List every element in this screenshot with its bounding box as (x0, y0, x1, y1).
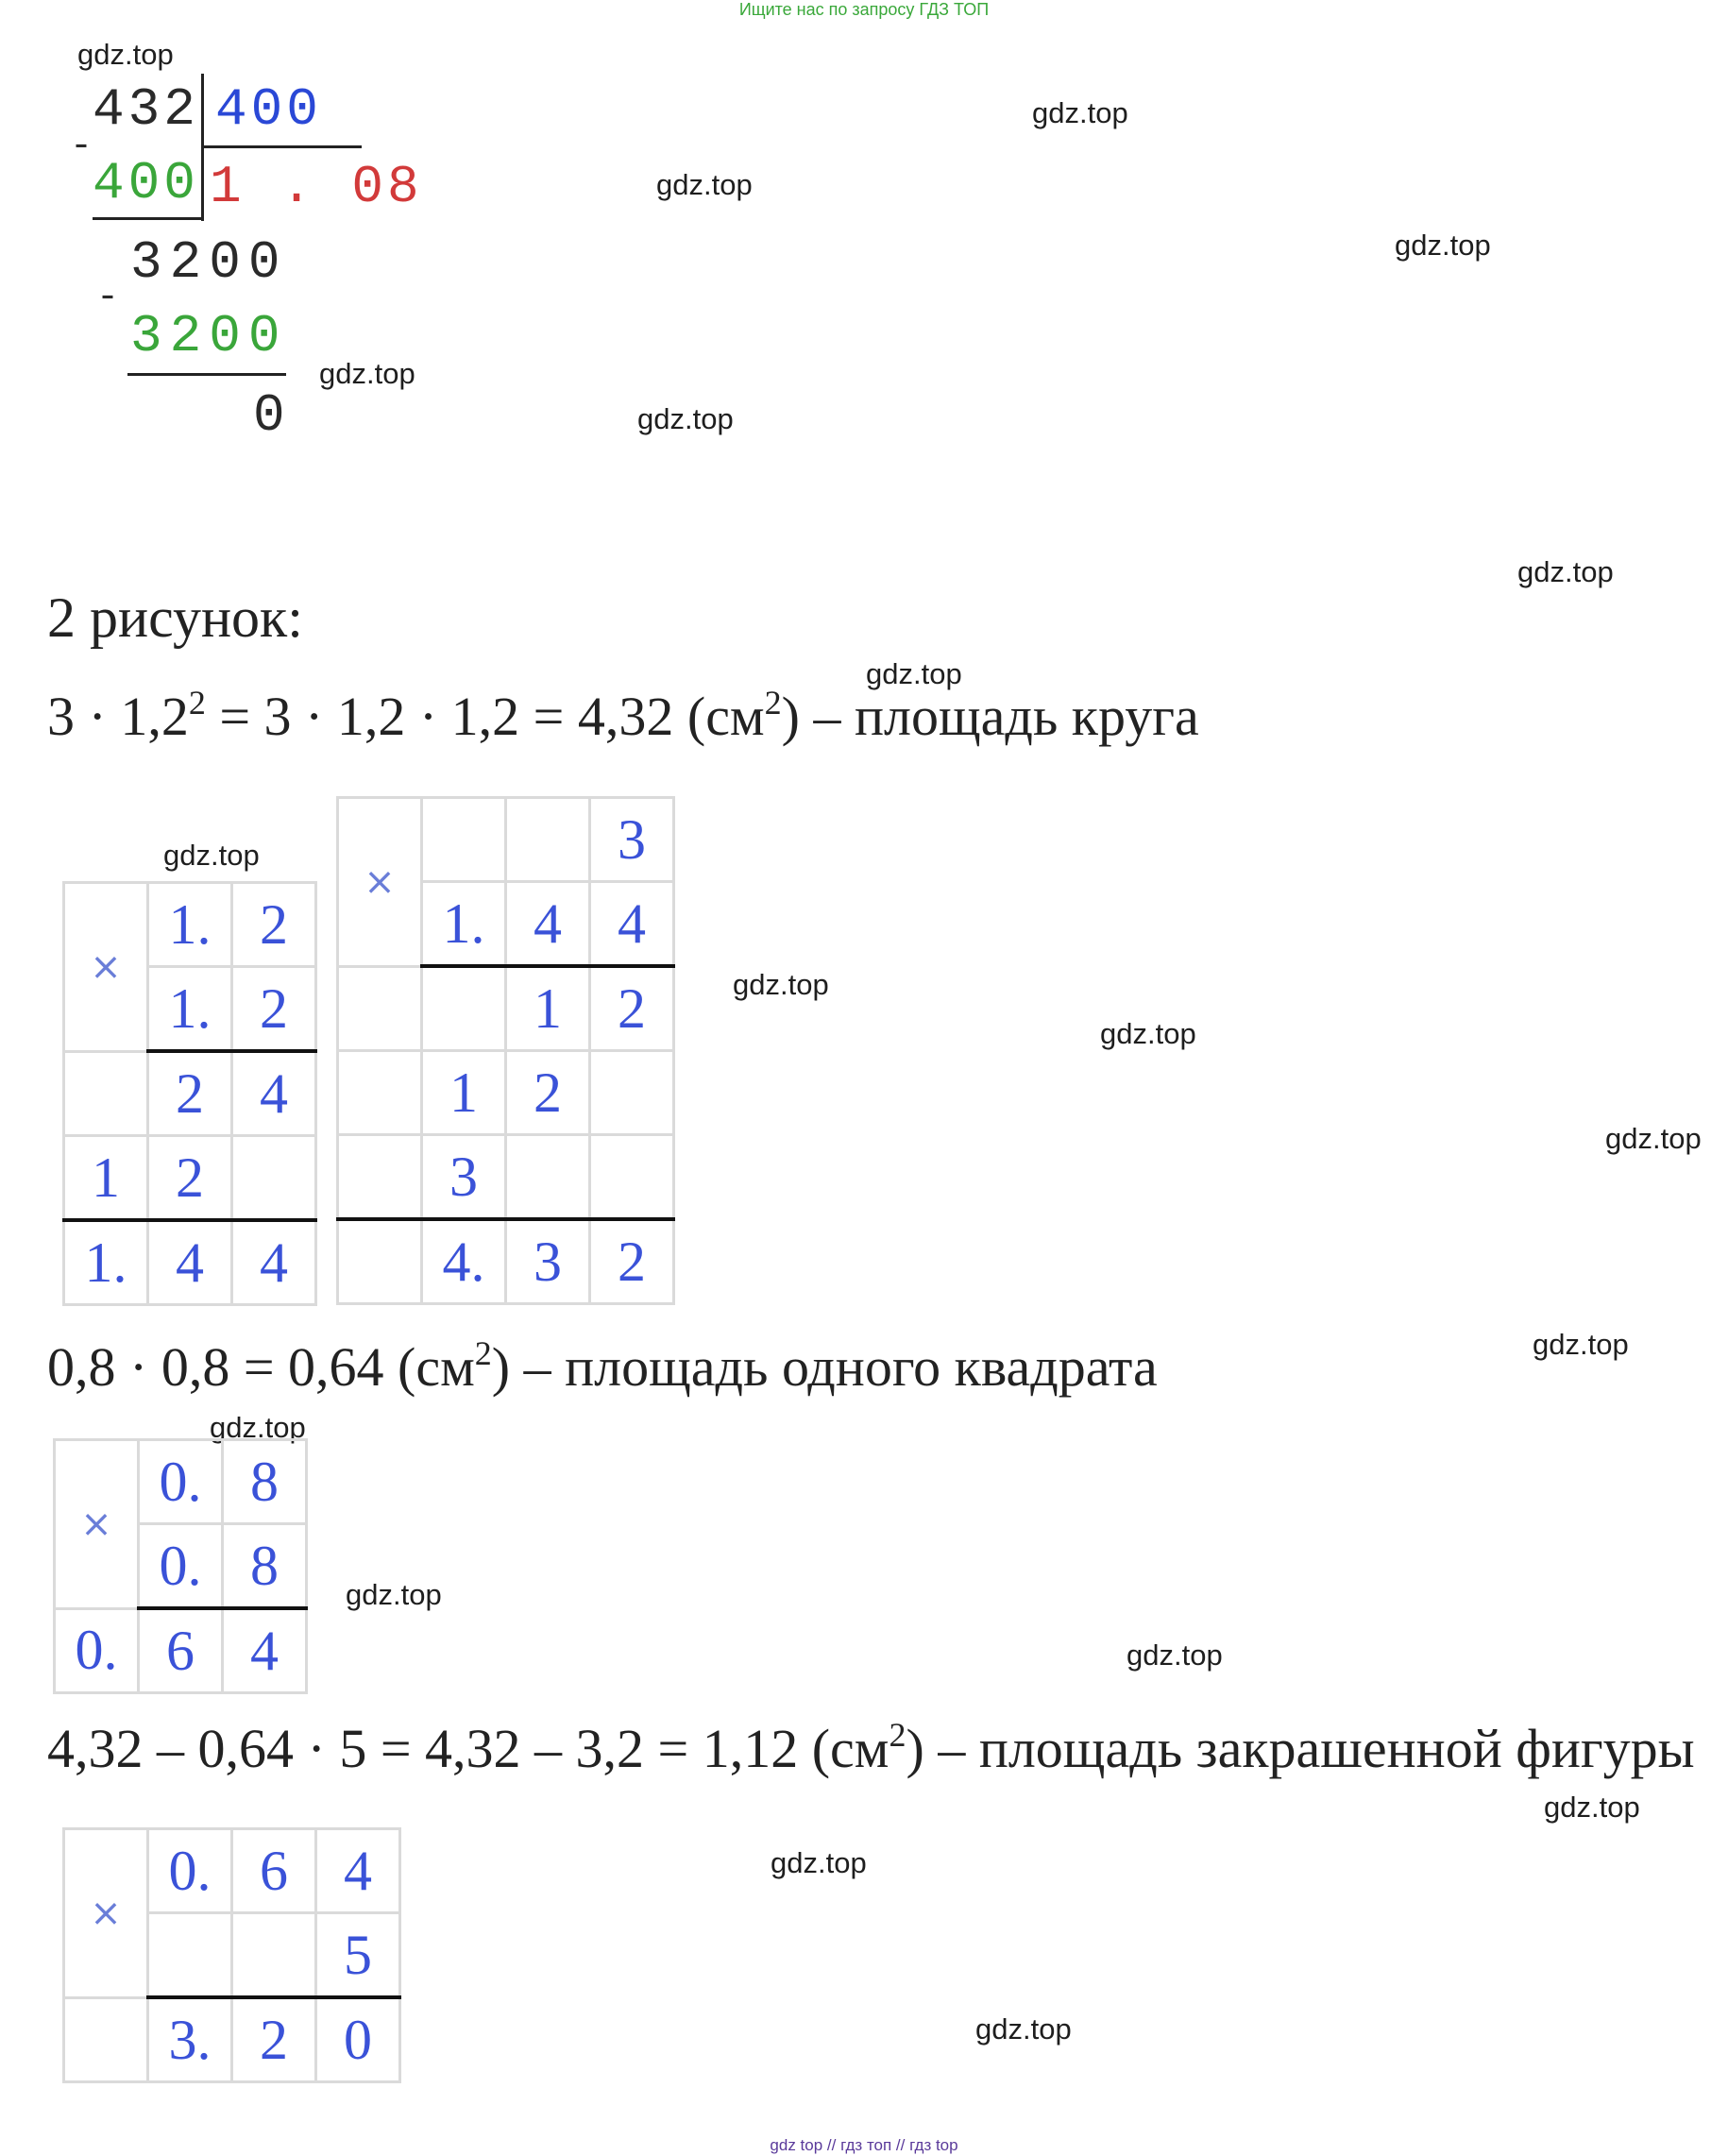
watermark: gdz.top (1517, 555, 1614, 588)
watermark: gdz.top (1533, 1328, 1629, 1361)
table-cell (422, 966, 506, 1051)
division-result: 0 (253, 385, 289, 446)
table-row (338, 966, 674, 1051)
table-cell: 1. (422, 882, 506, 967)
table-row (64, 883, 316, 967)
table-cell: 0. (139, 1524, 223, 1609)
table-cell: 0. (55, 1608, 139, 1693)
equation-shaded-area: 4,32 – 0,64 · 5 = 4,32 – 3,2 = 1,12 $(см^2)$ – площадь закрашенной фигуры (47, 1716, 1695, 1779)
minus-sign: - (96, 277, 124, 319)
table-cell (232, 1136, 316, 1221)
watermark: gdz.top (656, 168, 753, 201)
table-row (64, 1997, 400, 2082)
table-cell: 6 (232, 1829, 316, 1913)
table-cell (338, 1051, 422, 1135)
table-cell: 3 (422, 1135, 506, 1220)
table-cell: 4 (148, 1220, 232, 1305)
table-row (55, 1440, 307, 1524)
table-cell: 2 (148, 1051, 232, 1136)
table-cell: 2 (232, 1997, 316, 2082)
multiply-sign: × (64, 883, 148, 1052)
table-cell (590, 1135, 674, 1220)
footer-note: gdz top // гдз топ // гдз top (770, 2136, 958, 2154)
table-cell: 1 (422, 1051, 506, 1135)
table-cell: 4 (590, 882, 674, 967)
multiplication-table-4 (62, 1827, 401, 2083)
watermark: gdz.top (1605, 1122, 1702, 1155)
table-cell: 4 (232, 1051, 316, 1136)
table-cell: 1. (148, 883, 232, 967)
table-cell: 4 (232, 1220, 316, 1305)
minus-sign: - (70, 126, 97, 168)
multiplication-table-3 (53, 1438, 308, 1694)
table-cell: 8 (223, 1440, 307, 1524)
table-cell: 3 (590, 798, 674, 882)
table-row (338, 1135, 674, 1220)
watermark: gdz.top (866, 657, 962, 690)
table-cell: 1. (148, 967, 232, 1052)
table-cell: 1 (506, 966, 590, 1051)
multiply-sign: × (55, 1440, 139, 1609)
watermark: gdz.top (975, 2012, 1072, 2046)
watermark: gdz.top (1100, 1017, 1196, 1050)
table-row (338, 798, 674, 882)
remainder-1: 3200 (130, 232, 288, 293)
section-title: 2 рисунок: (47, 586, 303, 649)
table-cell: 2 (232, 967, 316, 1052)
multiplication-table-2 (336, 796, 675, 1305)
watermark: gdz.top (319, 357, 415, 390)
table-row (338, 1219, 674, 1304)
table-cell: 3. (148, 1997, 232, 2082)
divisor: 400 (215, 79, 322, 140)
table-cell: 2 (148, 1136, 232, 1221)
table-cell: 0 (316, 1997, 400, 2082)
table-cell (590, 1051, 674, 1135)
table-row (64, 1829, 400, 1913)
watermark: gdz.top (1395, 229, 1491, 262)
table-row (64, 1220, 316, 1305)
subtrahend-2: 3200 (130, 306, 288, 366)
table-row (64, 1136, 316, 1221)
watermark: gdz.top (1544, 1791, 1640, 1824)
table-row (55, 1608, 307, 1693)
watermark: gdz.top (637, 402, 734, 435)
watermark: gdz.top (163, 839, 260, 872)
table-cell (422, 798, 506, 882)
table-cell: 0. (148, 1829, 232, 1913)
equation-circle-area: $3 \cdot 1,2^2 = 3 \cdot 1,2 \cdot 1,2 = 4,32$ $(см^2)$ – площадь круга (47, 684, 1199, 747)
table-cell (506, 798, 590, 882)
multiplication-table-1 (62, 881, 317, 1306)
table-cell: 2 (590, 1219, 674, 1304)
watermark: gdz.top (1032, 96, 1128, 129)
table-cell: 1 (64, 1136, 148, 1221)
table-cell: 4. (422, 1219, 506, 1304)
table-cell: 4 (506, 882, 590, 967)
table-cell: 6 (139, 1608, 223, 1693)
sub1-underline (93, 217, 204, 220)
watermark: gdz.top (1127, 1638, 1223, 1672)
table-cell: 0. (139, 1440, 223, 1524)
sub2-underline (127, 373, 286, 376)
subtrahend-1: 400 (93, 153, 199, 213)
watermark: gdz.top (77, 38, 174, 71)
table-cell: 2 (590, 966, 674, 1051)
table-cell: 5 (316, 1913, 400, 1998)
dividend: 432 (93, 79, 199, 140)
table-cell (232, 1913, 316, 1998)
table-cell: 1. (64, 1220, 148, 1305)
header-note: Ищите нас по запросу ГДЗ ТОП (738, 0, 990, 19)
quotient: 1 . 08 (210, 157, 423, 217)
equation-square-area: 0,8 · 0,8 = 0,64 $(см^2)$ – площадь одного квадрата (47, 1334, 1158, 1398)
table-cell: 4 (316, 1829, 400, 1913)
watermark: gdz.top (733, 968, 829, 1001)
table-cell (338, 1219, 422, 1304)
table-cell (338, 1135, 422, 1220)
watermark: gdz.top (210, 1411, 306, 1444)
table-cell: 8 (223, 1524, 307, 1609)
multiply-sign: × (64, 1829, 148, 1998)
table-row (338, 1051, 674, 1135)
table-cell (148, 1913, 232, 1998)
table-cell (64, 1997, 148, 2082)
table-cell (338, 966, 422, 1051)
table-cell (64, 1051, 148, 1136)
table-cell (506, 1135, 590, 1220)
table-cell: 2 (232, 883, 316, 967)
table-row (64, 1051, 316, 1136)
multiply-sign: × (338, 798, 422, 967)
watermark: gdz.top (771, 1846, 867, 1879)
divisor-underline (201, 145, 362, 148)
table-cell: 3 (506, 1219, 590, 1304)
table-cell: 4 (223, 1608, 307, 1693)
table-cell: 2 (506, 1051, 590, 1135)
watermark: gdz.top (346, 1578, 442, 1611)
